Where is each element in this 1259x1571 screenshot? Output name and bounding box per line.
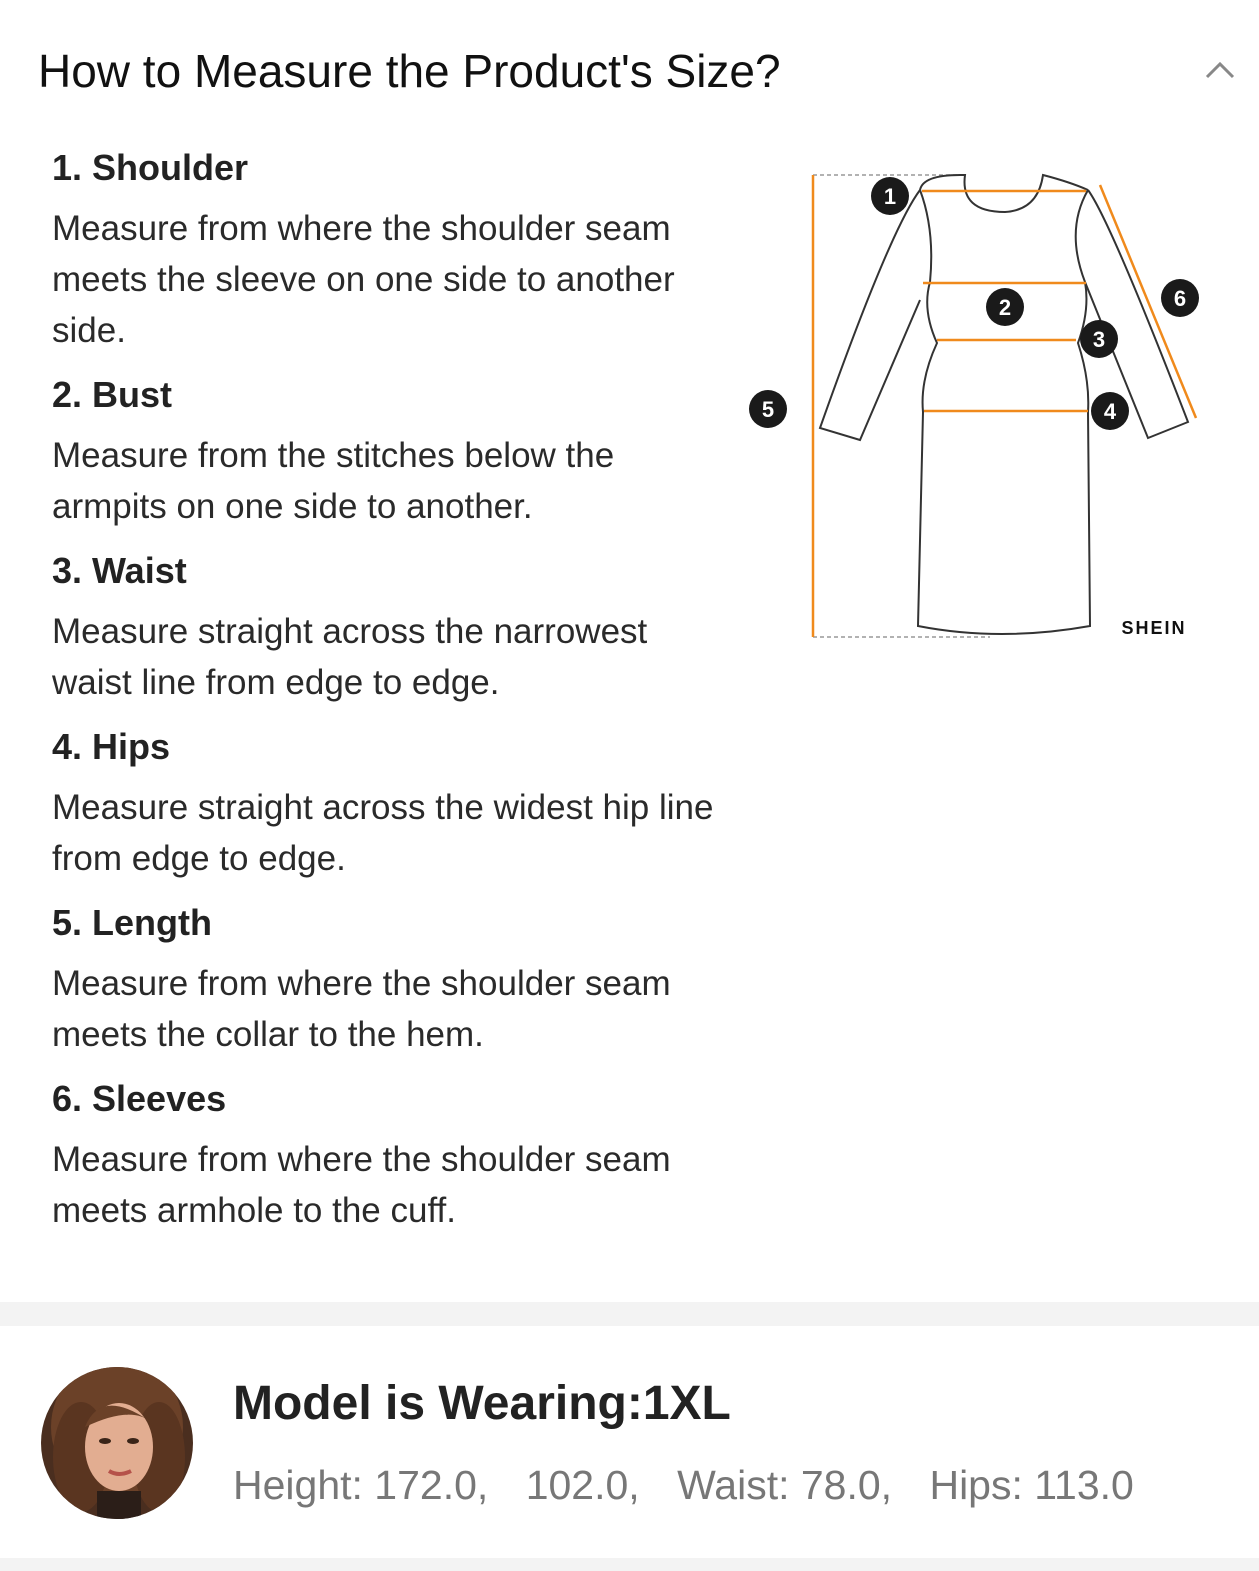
- dress-diagram-svg: [740, 160, 1240, 650]
- measure-item-title: 3. Waist: [52, 550, 187, 591]
- brand-logo: SHEIN: [1121, 618, 1187, 638]
- marker-label: 6: [1173, 286, 1187, 311]
- marker-6: [1161, 279, 1199, 317]
- marker-label: 1: [883, 184, 897, 209]
- model-waist: Waist: 78.0,: [677, 1462, 893, 1508]
- collapse-button[interactable]: [1196, 48, 1244, 92]
- size-guide-header[interactable]: [0, 0, 1259, 140]
- model-info: [0, 1326, 1259, 1558]
- measure-item-description: Measure straight across the widest hip line from edge to edge.: [52, 788, 714, 878]
- measure-item-hips: [52, 724, 732, 884]
- avatar-image: [41, 1367, 193, 1519]
- measure-item-description: Measure straight across the narrowest waist line from edge to edge.: [52, 612, 648, 702]
- measure-item-title: 1. Shoulder: [52, 147, 249, 188]
- marker-label: 4: [1103, 399, 1117, 424]
- marker-2: [986, 288, 1024, 326]
- marker-3: [1080, 320, 1118, 358]
- model-height: Height: 172.0,: [233, 1462, 489, 1508]
- measure-item-waist: [52, 548, 732, 708]
- section-divider: [0, 1302, 1259, 1326]
- measure-item-description: Measure from where the shoulder seam meets armhole to the cuff.: [52, 1140, 671, 1230]
- dress-measurement-diagram: [740, 160, 1240, 650]
- measure-lines: [922, 185, 1196, 418]
- measure-item-description: Measure from where the shoulder seam meets the collar to the hem.: [52, 964, 671, 1054]
- measure-item-bust: [52, 372, 732, 532]
- measure-item-title: 6. Sleeves: [52, 1078, 227, 1119]
- section-title: How to Measure the Product's Size?: [38, 45, 781, 97]
- marker-label: 2: [998, 295, 1012, 320]
- marker-1: [871, 177, 909, 215]
- bottom-divider: [0, 1558, 1259, 1571]
- marker-label: 3: [1092, 327, 1106, 352]
- chevron-up-icon: [1204, 60, 1236, 80]
- measure-item-sleeves: [52, 1076, 732, 1236]
- model-size-title: Model is Wearing:1XL: [233, 1377, 731, 1430]
- measure-item-description: Measure from where the shoulder seam meets the sleeve on one side to another side.: [52, 209, 675, 350]
- marker-5: [749, 390, 787, 428]
- measure-item-title: 2. Bust: [52, 374, 173, 415]
- measure-item-shoulder: [52, 145, 732, 356]
- model-avatar: [41, 1367, 193, 1519]
- measure-item-description: Measure from the stitches below the armpits on one side to another.: [52, 436, 615, 526]
- model-measurements: [233, 1462, 1160, 1509]
- marker-4: [1091, 392, 1129, 430]
- marker-label: 5: [761, 397, 775, 422]
- model-hips: Hips: 113.0: [929, 1462, 1134, 1508]
- model-bust: 102.0,: [525, 1462, 640, 1508]
- measurement-list: [52, 145, 732, 1236]
- dress-outline: [820, 175, 1188, 634]
- measure-item-length: [52, 900, 732, 1060]
- measure-item-title: 5. Length: [52, 902, 212, 943]
- measure-item-title: 4. Hips: [52, 726, 171, 767]
